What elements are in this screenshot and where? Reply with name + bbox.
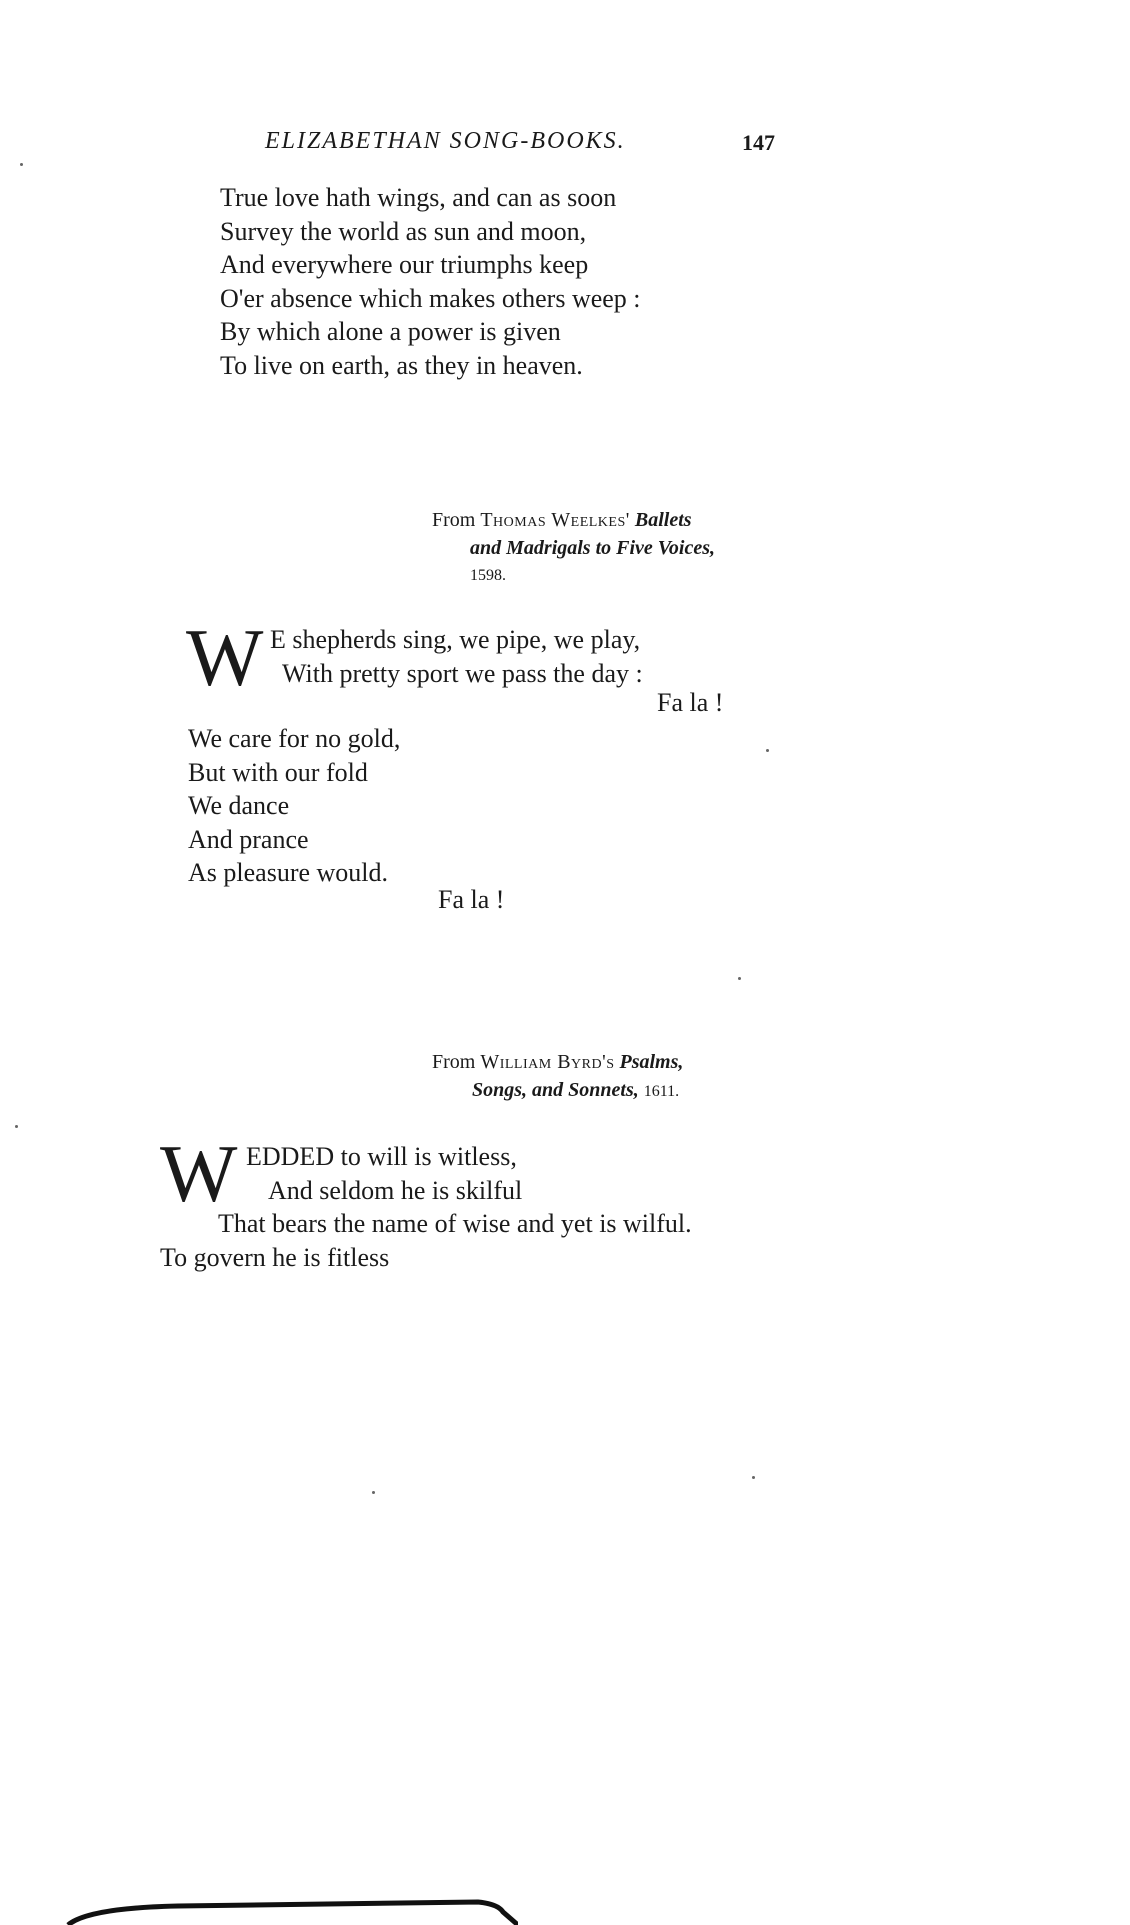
scan-speck (766, 749, 769, 752)
verse-line: We care for no gold, (188, 724, 401, 753)
verse-line: True love hath wings, and can as soon (220, 183, 617, 212)
attribution-year: 1611. (643, 1083, 680, 1100)
attribution-line (432, 1048, 683, 1076)
source-attribution-byrd (432, 1048, 683, 1106)
attribution-work: Ballets (634, 509, 692, 531)
weelkes-song-opening (270, 623, 643, 690)
verse-line: To govern he is fitless (160, 1242, 390, 1272)
attribution-author: Thomas Weelkes' (480, 509, 630, 531)
page-header (0, 128, 1130, 168)
attribution-work-continued: Songs, and Sonnets, (472, 1079, 639, 1101)
byrd-song-body (160, 1207, 692, 1274)
attribution-year: 1598. (470, 567, 506, 584)
attribution-work: Psalms, (619, 1051, 684, 1073)
scan-speck (372, 1491, 375, 1494)
scan-speck (15, 1125, 18, 1128)
running-title: ELIZABETHAN SONG-BOOKS. (265, 128, 626, 154)
refrain: Fa la ! (438, 885, 505, 914)
page-binding-edge (58, 1880, 518, 1925)
source-attribution-weelkes (432, 506, 715, 590)
attribution-from: From (432, 509, 476, 531)
byrd-song-opening (246, 1140, 522, 1207)
weelkes-song-body (188, 722, 400, 890)
verse-line: And everywhere our triumphs keep (220, 250, 589, 279)
verse-line: But with our fold (188, 757, 368, 787)
attribution-work-continued: and Madrigals to Five Voices, (470, 537, 716, 559)
verse-line: And prance (188, 824, 309, 854)
verse-line: O'er absence which makes others weep : (220, 283, 641, 313)
attribution-author: William Byrd's (480, 1051, 615, 1073)
scan-speck (752, 1476, 755, 1479)
verse-line: With pretty sport we pass the day : (282, 658, 643, 688)
verse-line: By which alone a power is given (220, 317, 561, 346)
verse-line: We dance (188, 791, 290, 820)
attribution-line (432, 506, 715, 534)
drop-cap-initial: W (186, 612, 264, 703)
page-number: 147 (742, 130, 775, 155)
attribution-from: From (432, 1051, 476, 1073)
drop-cap-initial: W (160, 1128, 238, 1219)
verse-line: That bears the name of wise and yet is wilful. (218, 1209, 692, 1238)
verse-line: And seldom he is skilful (268, 1175, 523, 1205)
scan-speck (20, 163, 23, 166)
verse-line: As pleasure would. (188, 858, 389, 887)
attribution-line (432, 1076, 683, 1106)
verse-line: E shepherds sing, we pipe, we play, (270, 625, 641, 654)
verse-line: To live on earth, as they in heaven. (220, 350, 583, 380)
scan-speck (738, 977, 741, 980)
refrain: Fa la ! (657, 688, 724, 717)
verse-line: EDDED to will is witless, (246, 1142, 517, 1171)
closing-stanza (220, 181, 641, 382)
verse-line: Survey the world as sun and moon, (220, 216, 587, 246)
